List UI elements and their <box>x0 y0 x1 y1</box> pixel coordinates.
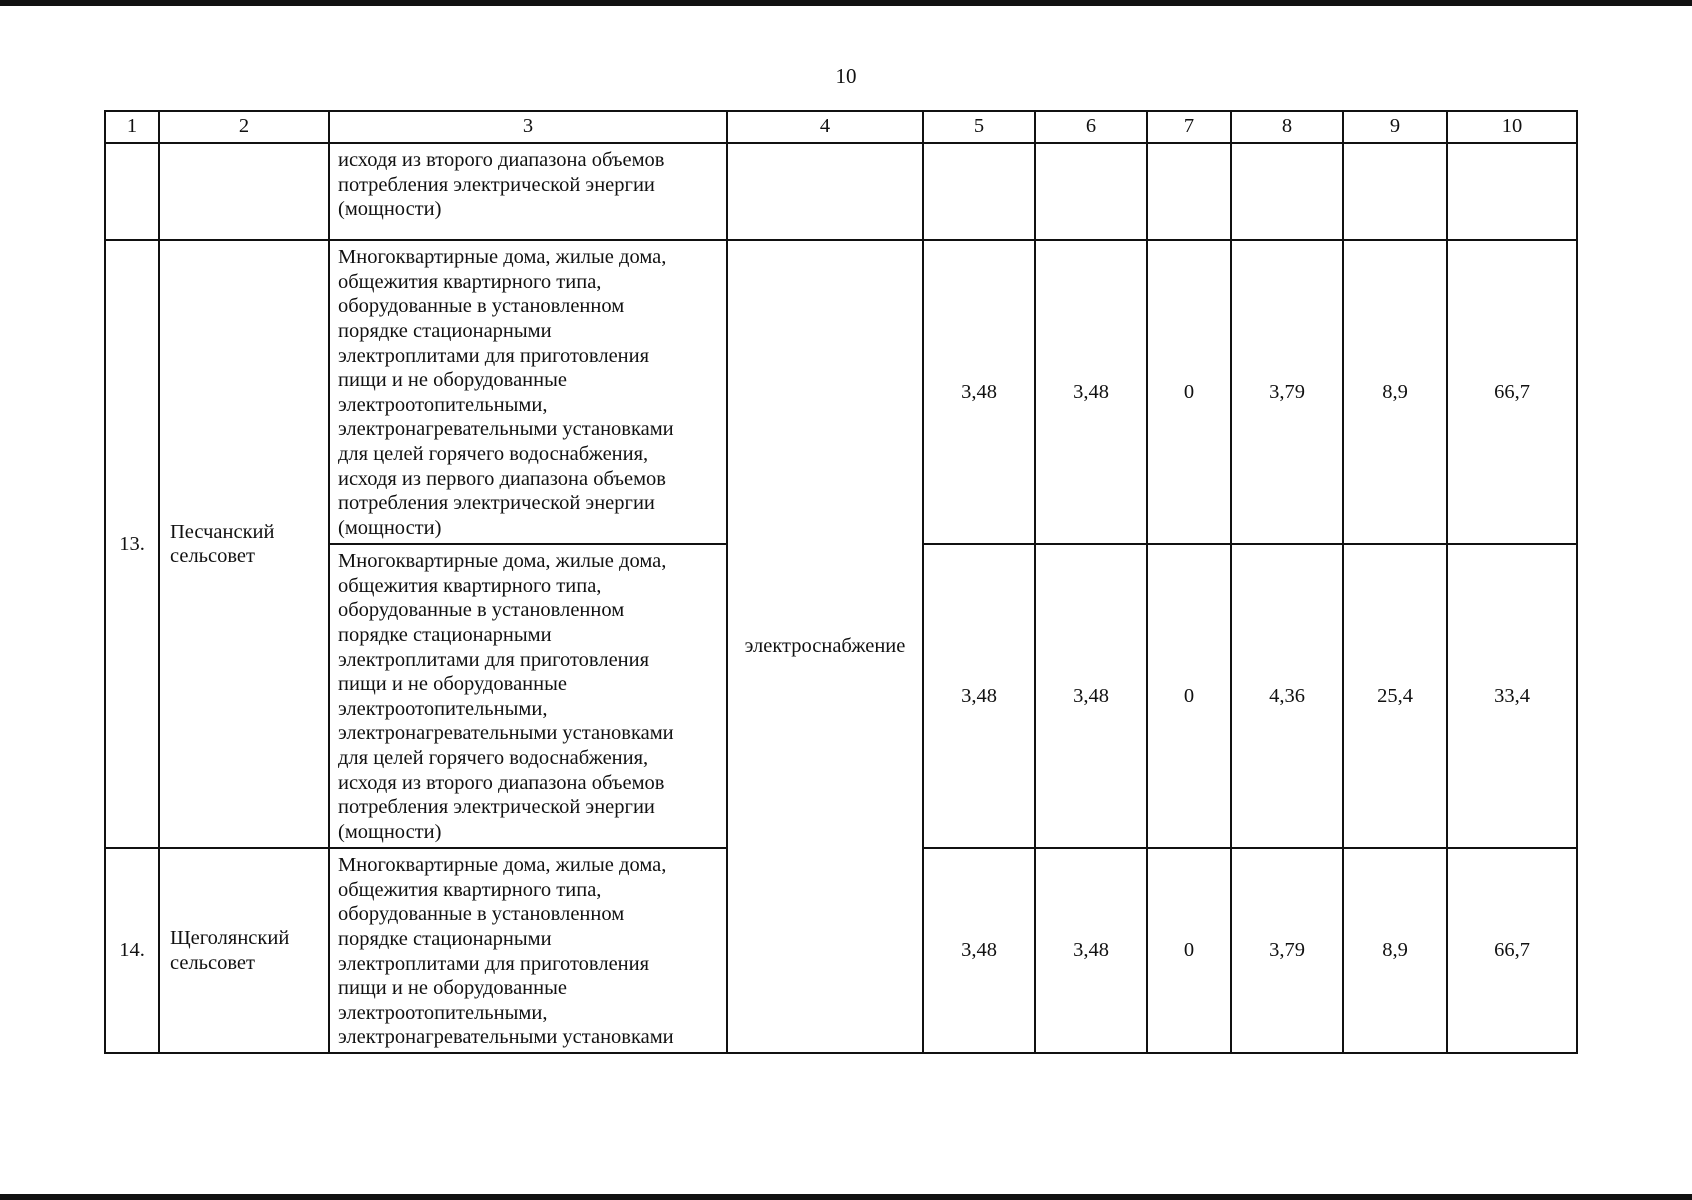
empty-cell <box>159 143 329 240</box>
value-cell: 66,7 <box>1447 240 1577 544</box>
value-cell: 3,48 <box>1035 848 1147 1053</box>
consumer-category-description: Многоквартирные дома, жилые дома, общежития квартирного типа, оборудованные в установленном порядке стационарными электроплитами для приготовления пищи и не оборудованные электроотопительными, электронагревательными установками для целей горячего водоснабжения, исходя из второго диапазона объемов потребления электрической энергии (мощности) <box>329 544 727 848</box>
value-cell: 0 <box>1147 240 1231 544</box>
continuation-row <box>105 143 1577 240</box>
row-index: 14. <box>105 848 159 1053</box>
column-number-row <box>105 111 1577 143</box>
empty-cell <box>1231 143 1343 240</box>
row-index: 13. <box>105 240 159 848</box>
table-row <box>105 240 1577 544</box>
column-header: 6 <box>1035 111 1147 143</box>
empty-cell <box>1343 143 1447 240</box>
value-cell: 8,9 <box>1343 848 1447 1053</box>
column-header: 4 <box>727 111 923 143</box>
value-cell: 3,48 <box>923 544 1035 848</box>
settlement-name: Песчанский сельсовет <box>159 240 329 848</box>
scan-bottom-edge <box>0 1194 1692 1200</box>
tariff-table <box>104 110 1578 1054</box>
service-type: электроснабжение <box>727 240 923 1053</box>
settlement-name: Щеголянский сельсовет <box>159 848 329 1053</box>
column-header: 3 <box>329 111 727 143</box>
empty-cell <box>923 143 1035 240</box>
column-header: 2 <box>159 111 329 143</box>
value-cell: 8,9 <box>1343 240 1447 544</box>
value-cell: 3,48 <box>923 848 1035 1053</box>
value-cell: 3,48 <box>1035 240 1147 544</box>
value-cell: 0 <box>1147 544 1231 848</box>
empty-cell <box>727 143 923 240</box>
empty-cell <box>1147 143 1231 240</box>
column-header: 1 <box>105 111 159 143</box>
column-header: 10 <box>1447 111 1577 143</box>
value-cell: 0 <box>1147 848 1231 1053</box>
continuation-description: исходя из второго диапазона объемов потребления электрической энергии (мощности) <box>329 143 727 240</box>
value-cell: 33,4 <box>1447 544 1577 848</box>
empty-cell <box>1035 143 1147 240</box>
empty-cell <box>105 143 159 240</box>
scan-top-edge <box>0 0 1692 6</box>
value-cell: 3,48 <box>923 240 1035 544</box>
value-cell: 25,4 <box>1343 544 1447 848</box>
value-cell: 4,36 <box>1231 544 1343 848</box>
value-cell: 3,79 <box>1231 240 1343 544</box>
value-cell: 3,79 <box>1231 848 1343 1053</box>
value-cell: 66,7 <box>1447 848 1577 1053</box>
value-cell: 3,48 <box>1035 544 1147 848</box>
page-number: 10 <box>835 64 857 88</box>
column-header: 7 <box>1147 111 1231 143</box>
consumer-category-description: Многоквартирные дома, жилые дома, общежития квартирного типа, оборудованные в установленном порядке стационарными электроплитами для приготовления пищи и не оборудованные электроотопительными, электронагревательными установками <box>329 848 727 1053</box>
empty-cell <box>1447 143 1577 240</box>
column-header: 8 <box>1231 111 1343 143</box>
column-header: 5 <box>923 111 1035 143</box>
column-header: 9 <box>1343 111 1447 143</box>
consumer-category-description: Многоквартирные дома, жилые дома, общежития квартирного типа, оборудованные в установленном порядке стационарными электроплитами для приготовления пищи и не оборудованные электроотопительными, электронагревательными установками для целей горячего водоснабжения, исходя из первого диапазона объемов потребления электрической энергии (мощности) <box>329 240 727 544</box>
